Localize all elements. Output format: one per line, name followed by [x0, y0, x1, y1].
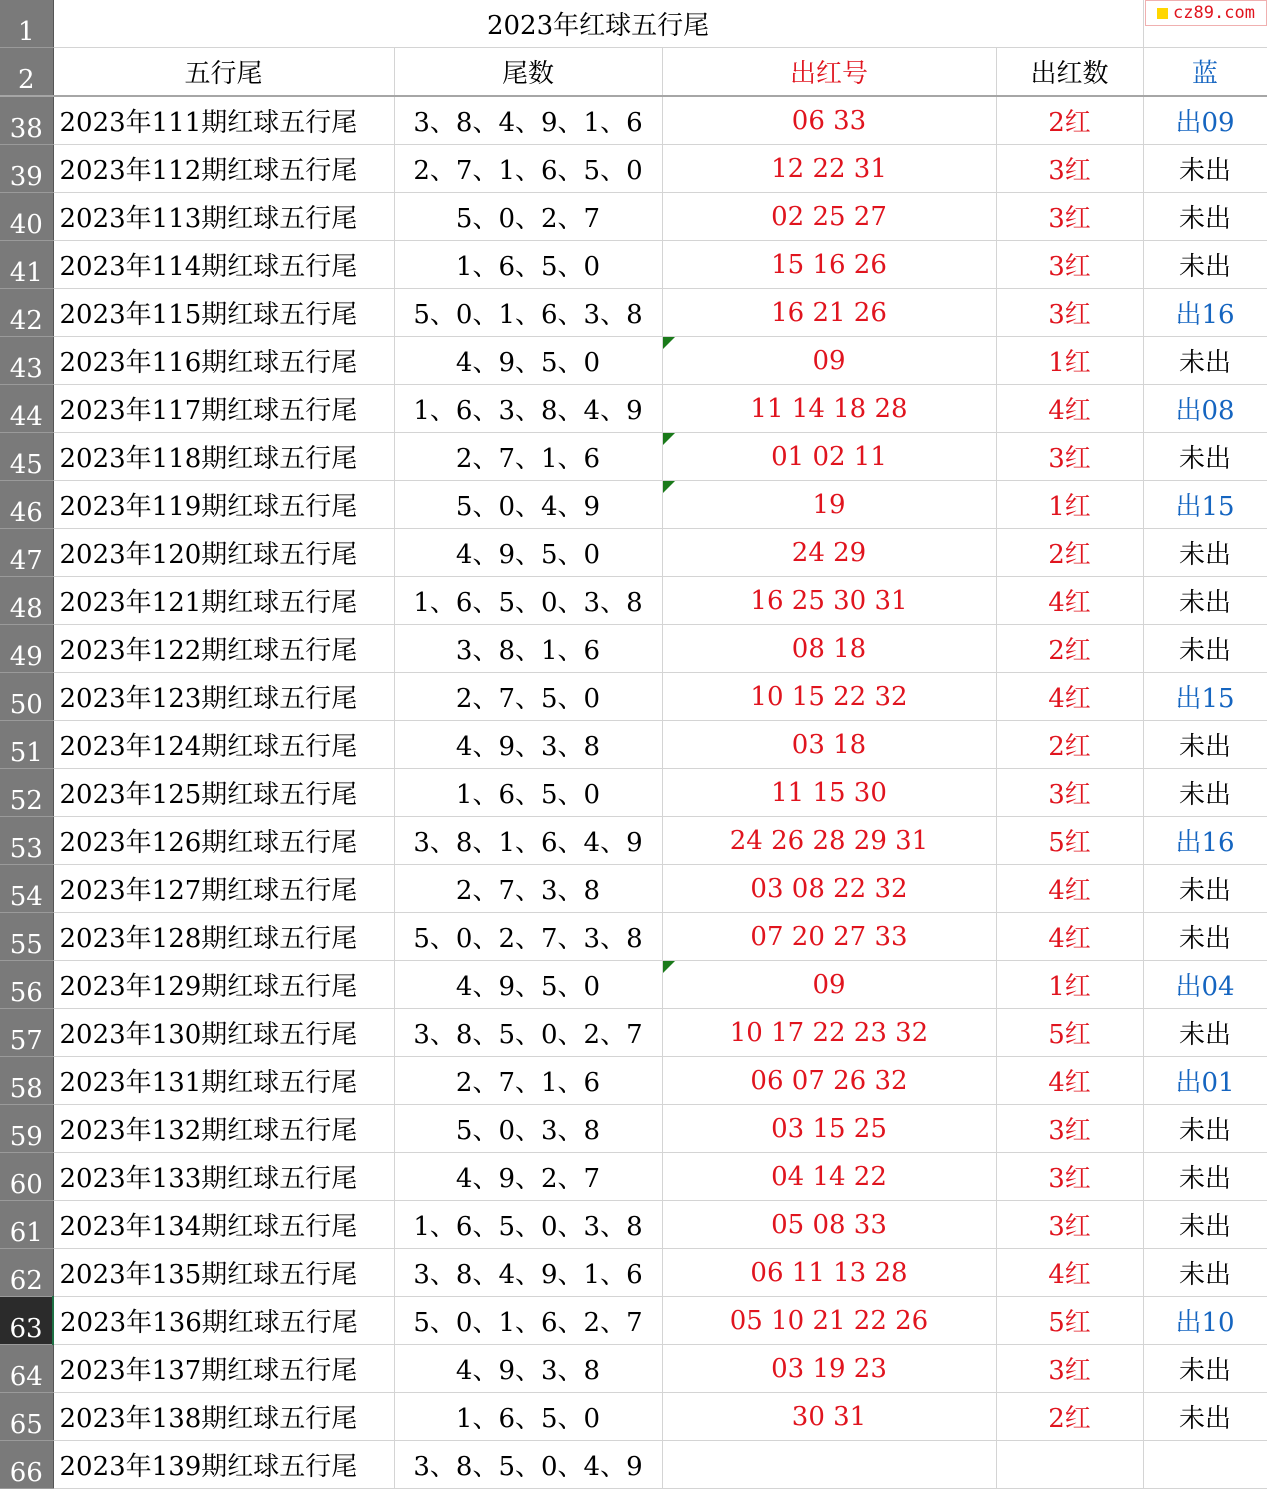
table-row [0, 289, 1267, 337]
table-row [0, 145, 1267, 193]
table-row [0, 1153, 1267, 1201]
row-header[interactable]: 45 [0, 433, 53, 481]
table-row [0, 673, 1267, 721]
row-header[interactable]: 49 [0, 625, 53, 673]
cell-name[interactable]: 2023年135期红球五行尾 [53, 1249, 394, 1297]
cell-blue[interactable]: 未出 [1143, 1009, 1267, 1057]
row-header[interactable]: 40 [0, 193, 53, 241]
cell-tails[interactable]: 4、9、5、0 [394, 961, 662, 1009]
cell-blue[interactable]: 出09 [1143, 96, 1267, 145]
cell-reds[interactable]: 24 26 28 29 31 [662, 817, 996, 865]
cell-reds[interactable]: 04 14 22 [662, 1153, 996, 1201]
cell-name[interactable]: 2023年124期红球五行尾 [53, 721, 394, 769]
table-row [0, 1057, 1267, 1105]
row-header[interactable]: 52 [0, 769, 53, 817]
cell-tails[interactable]: 3、8、5、0、2、7 [394, 1009, 662, 1057]
table-row [0, 1441, 1267, 1489]
row-header[interactable]: 53 [0, 817, 53, 865]
cell-tails[interactable]: 5、0、1、6、2、7 [394, 1297, 662, 1345]
cell-name[interactable]: 2023年115期红球五行尾 [53, 289, 394, 337]
col-header-name[interactable]: 五行尾 [53, 48, 394, 97]
row-header[interactable]: 57 [0, 1009, 53, 1057]
row-header[interactable]: 48 [0, 577, 53, 625]
cell-name[interactable]: 2023年127期红球五行尾 [53, 865, 394, 913]
comment-indicator-icon [663, 961, 675, 973]
cell-reds[interactable]: 09 [662, 961, 996, 1009]
cell-reds[interactable]: 11 15 30 [662, 769, 996, 817]
cell-reds[interactable]: 02 25 27 [662, 193, 996, 241]
cell-name[interactable]: 2023年113期红球五行尾 [53, 193, 394, 241]
cell-blue[interactable]: 出10 [1143, 1297, 1267, 1345]
cell-red-count[interactable]: 4红 [996, 385, 1143, 433]
row-header[interactable]: 62 [0, 1249, 53, 1297]
row-header[interactable]: 50 [0, 673, 53, 721]
cell-red-count[interactable]: 3红 [996, 289, 1143, 337]
cell-reds[interactable]: 12 22 31 [662, 145, 996, 193]
cell-blue[interactable]: 未出 [1143, 1249, 1267, 1297]
cell-name[interactable]: 2023年122期红球五行尾 [53, 625, 394, 673]
cell-red-count[interactable]: 4红 [996, 577, 1143, 625]
cell-tails[interactable]: 5、0、2、7、3、8 [394, 913, 662, 961]
cell-name[interactable]: 2023年133期红球五行尾 [53, 1153, 394, 1201]
cell-name[interactable]: 2023年123期红球五行尾 [53, 673, 394, 721]
cell-name[interactable]: 2023年129期红球五行尾 [53, 961, 394, 1009]
cell-tails[interactable]: 5、0、3、8 [394, 1105, 662, 1153]
cell-blue[interactable]: 出15 [1143, 673, 1267, 721]
cell-name[interactable]: 2023年136期红球五行尾 [53, 1297, 394, 1345]
cell-red-count[interactable]: 4红 [996, 1057, 1143, 1105]
row-header[interactable]: 2 [0, 48, 53, 97]
row-header[interactable]: 58 [0, 1057, 53, 1105]
cell-red-count[interactable]: 4红 [996, 865, 1143, 913]
comment-indicator-icon [663, 337, 675, 349]
cell-name[interactable]: 2023年116期红球五行尾 [53, 337, 394, 385]
table-row [0, 577, 1267, 625]
cell-red-count[interactable]: 2红 [996, 721, 1143, 769]
cell-tails[interactable]: 5、0、2、7 [394, 193, 662, 241]
site-logo [1145, 0, 1267, 26]
row-header[interactable]: 41 [0, 241, 53, 289]
cell-blue[interactable]: 未出 [1143, 241, 1267, 289]
row-header[interactable]: 55 [0, 913, 53, 961]
cell-blue[interactable]: 未出 [1143, 721, 1267, 769]
table-row [0, 1249, 1267, 1297]
cell-red-count[interactable]: 3红 [996, 241, 1143, 289]
cell-reds[interactable]: 16 25 30 31 [662, 577, 996, 625]
cell-tails[interactable]: 3、8、1、6 [394, 625, 662, 673]
cell-name[interactable]: 2023年132期红球五行尾 [53, 1105, 394, 1153]
cell-blue[interactable]: 未出 [1143, 865, 1267, 913]
cell-red-count[interactable]: 4红 [996, 1249, 1143, 1297]
cell-reds[interactable]: 03 08 22 32 [662, 865, 996, 913]
cell-blue[interactable] [1143, 1441, 1267, 1489]
cell-red-count[interactable]: 3红 [996, 1105, 1143, 1153]
table-row [0, 961, 1267, 1009]
cell-tails[interactable]: 4、9、2、7 [394, 1153, 662, 1201]
cell-reds[interactable]: 10 15 22 32 [662, 673, 996, 721]
cell-red-count[interactable]: 2红 [996, 96, 1143, 145]
row-header[interactable]: 61 [0, 1201, 53, 1249]
cell-reds[interactable]: 07 20 27 33 [662, 913, 996, 961]
cell-reds[interactable]: 24 29 [662, 529, 996, 577]
cell-name[interactable]: 2023年114期红球五行尾 [53, 241, 394, 289]
cell-red-count[interactable]: 3红 [996, 193, 1143, 241]
cell-blue[interactable]: 未出 [1143, 529, 1267, 577]
cell-tails[interactable]: 2、7、3、8 [394, 865, 662, 913]
cell-tails[interactable]: 1、6、5、0 [394, 1393, 662, 1441]
cell-reds[interactable]: 19 [662, 481, 996, 529]
comment-indicator-icon [663, 433, 675, 445]
cell-reds[interactable]: 06 33 [662, 96, 996, 145]
cell-blue[interactable]: 出16 [1143, 817, 1267, 865]
cell-name[interactable]: 2023年125期红球五行尾 [53, 769, 394, 817]
row-header[interactable]: 38 [0, 96, 53, 145]
cell-name[interactable]: 2023年119期红球五行尾 [53, 481, 394, 529]
row-header[interactable]: 59 [0, 1105, 53, 1153]
cell-reds[interactable]: 10 17 22 23 32 [662, 1009, 996, 1057]
cell-name[interactable]: 2023年121期红球五行尾 [53, 577, 394, 625]
cell-tails[interactable]: 3、8、5、0、4、9 [394, 1441, 662, 1489]
cell-red-count[interactable]: 2红 [996, 1393, 1143, 1441]
cell-tails[interactable]: 4、9、3、8 [394, 721, 662, 769]
cell-reds[interactable]: 06 11 13 28 [662, 1249, 996, 1297]
cell-blue[interactable]: 未出 [1143, 337, 1267, 385]
cell-reds[interactable]: 05 08 33 [662, 1201, 996, 1249]
cell-red-count[interactable]: 3红 [996, 1153, 1143, 1201]
cell-tails[interactable]: 1、6、5、0、3、8 [394, 577, 662, 625]
row-header[interactable]: 42 [0, 289, 53, 337]
cell-blue[interactable]: 未出 [1143, 1393, 1267, 1441]
col-header-tails[interactable]: 尾数 [394, 48, 662, 97]
cell-blue[interactable]: 未出 [1143, 193, 1267, 241]
cell-reds[interactable]: 03 19 23 [662, 1345, 996, 1393]
cell-red-count[interactable]: 5红 [996, 817, 1143, 865]
cell-blue[interactable]: 出08 [1143, 385, 1267, 433]
cell-red-count[interactable]: 1红 [996, 337, 1143, 385]
cell-blue[interactable]: 出01 [1143, 1057, 1267, 1105]
cell-name[interactable]: 2023年111期红球五行尾 [53, 96, 394, 145]
table-row [0, 865, 1267, 913]
cell-blue[interactable]: 未出 [1143, 1153, 1267, 1201]
cell-red-count[interactable]: 3红 [996, 145, 1143, 193]
cell-red-count[interactable]: 4红 [996, 673, 1143, 721]
cell-tails[interactable]: 2、7、5、0 [394, 673, 662, 721]
table-row [0, 481, 1267, 529]
cell-reds[interactable]: 15 16 26 [662, 241, 996, 289]
cell-tails[interactable]: 1、6、5、0 [394, 769, 662, 817]
table-row [0, 241, 1267, 289]
cell-blue[interactable]: 出15 [1143, 481, 1267, 529]
cell-tails[interactable]: 4、9、5、0 [394, 529, 662, 577]
logo-text: cz89.com [1173, 3, 1255, 23]
cell-red-count[interactable] [996, 1441, 1143, 1489]
row-header[interactable]: 65 [0, 1393, 53, 1441]
table-row [0, 769, 1267, 817]
cell-red-count[interactable]: 3红 [996, 1345, 1143, 1393]
cell-tails[interactable]: 2、7、1、6 [394, 433, 662, 481]
cell-tails[interactable]: 1、6、5、0 [394, 241, 662, 289]
cell-tails[interactable]: 3、8、1、6、4、9 [394, 817, 662, 865]
cell-red-count[interactable]: 5红 [996, 1009, 1143, 1057]
row-header[interactable]: 39 [0, 145, 53, 193]
cell-tails[interactable]: 4、9、3、8 [394, 1345, 662, 1393]
cell-name[interactable]: 2023年131期红球五行尾 [53, 1057, 394, 1105]
table-row [0, 193, 1267, 241]
table-row [0, 625, 1267, 673]
cell-tails[interactable]: 3、8、4、9、1、6 [394, 96, 662, 145]
cell-name[interactable]: 2023年120期红球五行尾 [53, 529, 394, 577]
table-row [0, 1009, 1267, 1057]
row-header[interactable]: 60 [0, 1153, 53, 1201]
cell-reds[interactable]: 09 [662, 337, 996, 385]
table-row [0, 337, 1267, 385]
cell-red-count[interactable]: 2红 [996, 625, 1143, 673]
table-row [0, 1393, 1267, 1441]
cell-tails[interactable]: 4、9、5、0 [394, 337, 662, 385]
table-row [0, 385, 1267, 433]
cell-tails[interactable]: 5、0、4、9 [394, 481, 662, 529]
row-header[interactable]: 63 [0, 1297, 53, 1345]
cell-red-count[interactable]: 5红 [996, 1297, 1143, 1345]
cell-red-count[interactable]: 4红 [996, 913, 1143, 961]
cell-blue[interactable]: 未出 [1143, 625, 1267, 673]
comment-indicator-icon [663, 481, 675, 493]
cell-red-count[interactable]: 3红 [996, 433, 1143, 481]
cell-name[interactable]: 2023年137期红球五行尾 [53, 1345, 394, 1393]
cell-red-count[interactable]: 1红 [996, 961, 1143, 1009]
cell-reds[interactable]: 05 10 21 22 26 [662, 1297, 996, 1345]
cell-tails[interactable]: 3、8、4、9、1、6 [394, 1249, 662, 1297]
cell-reds[interactable]: 30 31 [662, 1393, 996, 1441]
cell-name[interactable]: 2023年128期红球五行尾 [53, 913, 394, 961]
table-row [0, 1345, 1267, 1393]
table-row [0, 96, 1267, 145]
cell-name[interactable]: 2023年117期红球五行尾 [53, 385, 394, 433]
cell-reds[interactable] [662, 1441, 996, 1489]
row-header[interactable]: 43 [0, 337, 53, 385]
table-row [0, 1201, 1267, 1249]
cell-blue[interactable]: 未出 [1143, 1345, 1267, 1393]
cell-blue[interactable]: 未出 [1143, 1105, 1267, 1153]
row-header[interactable]: 1 [0, 0, 53, 48]
row-header[interactable]: 64 [0, 1345, 53, 1393]
row-header[interactable]: 54 [0, 865, 53, 913]
cell-tails[interactable]: 1、6、3、8、4、9 [394, 385, 662, 433]
table-row [0, 721, 1267, 769]
cell-red-count[interactable]: 3红 [996, 1201, 1143, 1249]
sheet-title[interactable]: 2023年红球五行尾 [53, 0, 1143, 48]
table-row [0, 433, 1267, 481]
cell-name[interactable]: 2023年139期红球五行尾 [53, 1441, 394, 1489]
cell-name[interactable]: 2023年134期红球五行尾 [53, 1201, 394, 1249]
cell-name[interactable]: 2023年130期红球五行尾 [53, 1009, 394, 1057]
cell-reds[interactable]: 16 21 26 [662, 289, 996, 337]
cell-blue[interactable]: 出16 [1143, 289, 1267, 337]
cell-reds[interactable]: 08 18 [662, 625, 996, 673]
col-header-blue[interactable]: 蓝 [1143, 48, 1267, 97]
row-header[interactable]: 46 [0, 481, 53, 529]
table-row [0, 529, 1267, 577]
table-row [0, 817, 1267, 865]
cell-red-count[interactable]: 1红 [996, 481, 1143, 529]
cell-reds[interactable]: 11 14 18 28 [662, 385, 996, 433]
cell-blue[interactable]: 未出 [1143, 913, 1267, 961]
cell-name[interactable]: 2023年126期红球五行尾 [53, 817, 394, 865]
row-header[interactable]: 66 [0, 1441, 53, 1489]
cell-blue[interactable]: 未出 [1143, 769, 1267, 817]
cell-reds[interactable]: 03 18 [662, 721, 996, 769]
col-header-red-count[interactable]: 出红数 [996, 48, 1143, 97]
cell-name[interactable]: 2023年112期红球五行尾 [53, 145, 394, 193]
logo-square-icon [1157, 8, 1168, 19]
cell-tails[interactable]: 2、7、1、6、5、0 [394, 145, 662, 193]
cell-blue[interactable]: 未出 [1143, 433, 1267, 481]
cell-reds[interactable]: 01 02 11 [662, 433, 996, 481]
cell-blue[interactable]: 未出 [1143, 145, 1267, 193]
row-header[interactable]: 44 [0, 385, 53, 433]
cell-name[interactable]: 2023年118期红球五行尾 [53, 433, 394, 481]
cell-blue[interactable]: 未出 [1143, 1201, 1267, 1249]
row-header[interactable]: 56 [0, 961, 53, 1009]
cell-tails[interactable]: 1、6、5、0、3、8 [394, 1201, 662, 1249]
row-header[interactable]: 47 [0, 529, 53, 577]
cell-reds[interactable]: 06 07 26 32 [662, 1057, 996, 1105]
row-header[interactable]: 51 [0, 721, 53, 769]
cell-blue[interactable]: 出04 [1143, 961, 1267, 1009]
cell-tails[interactable]: 5、0、1、6、3、8 [394, 289, 662, 337]
cell-name[interactable]: 2023年138期红球五行尾 [53, 1393, 394, 1441]
table-row [0, 1105, 1267, 1153]
cell-red-count[interactable]: 2红 [996, 529, 1143, 577]
cell-reds[interactable]: 03 15 25 [662, 1105, 996, 1153]
cell-tails[interactable]: 2、7、1、6 [394, 1057, 662, 1105]
cell-blue[interactable]: 未出 [1143, 577, 1267, 625]
cell-red-count[interactable]: 3红 [996, 769, 1143, 817]
table-row [0, 1297, 1267, 1345]
table-row [0, 913, 1267, 961]
col-header-reds[interactable]: 出红号 [662, 48, 996, 97]
